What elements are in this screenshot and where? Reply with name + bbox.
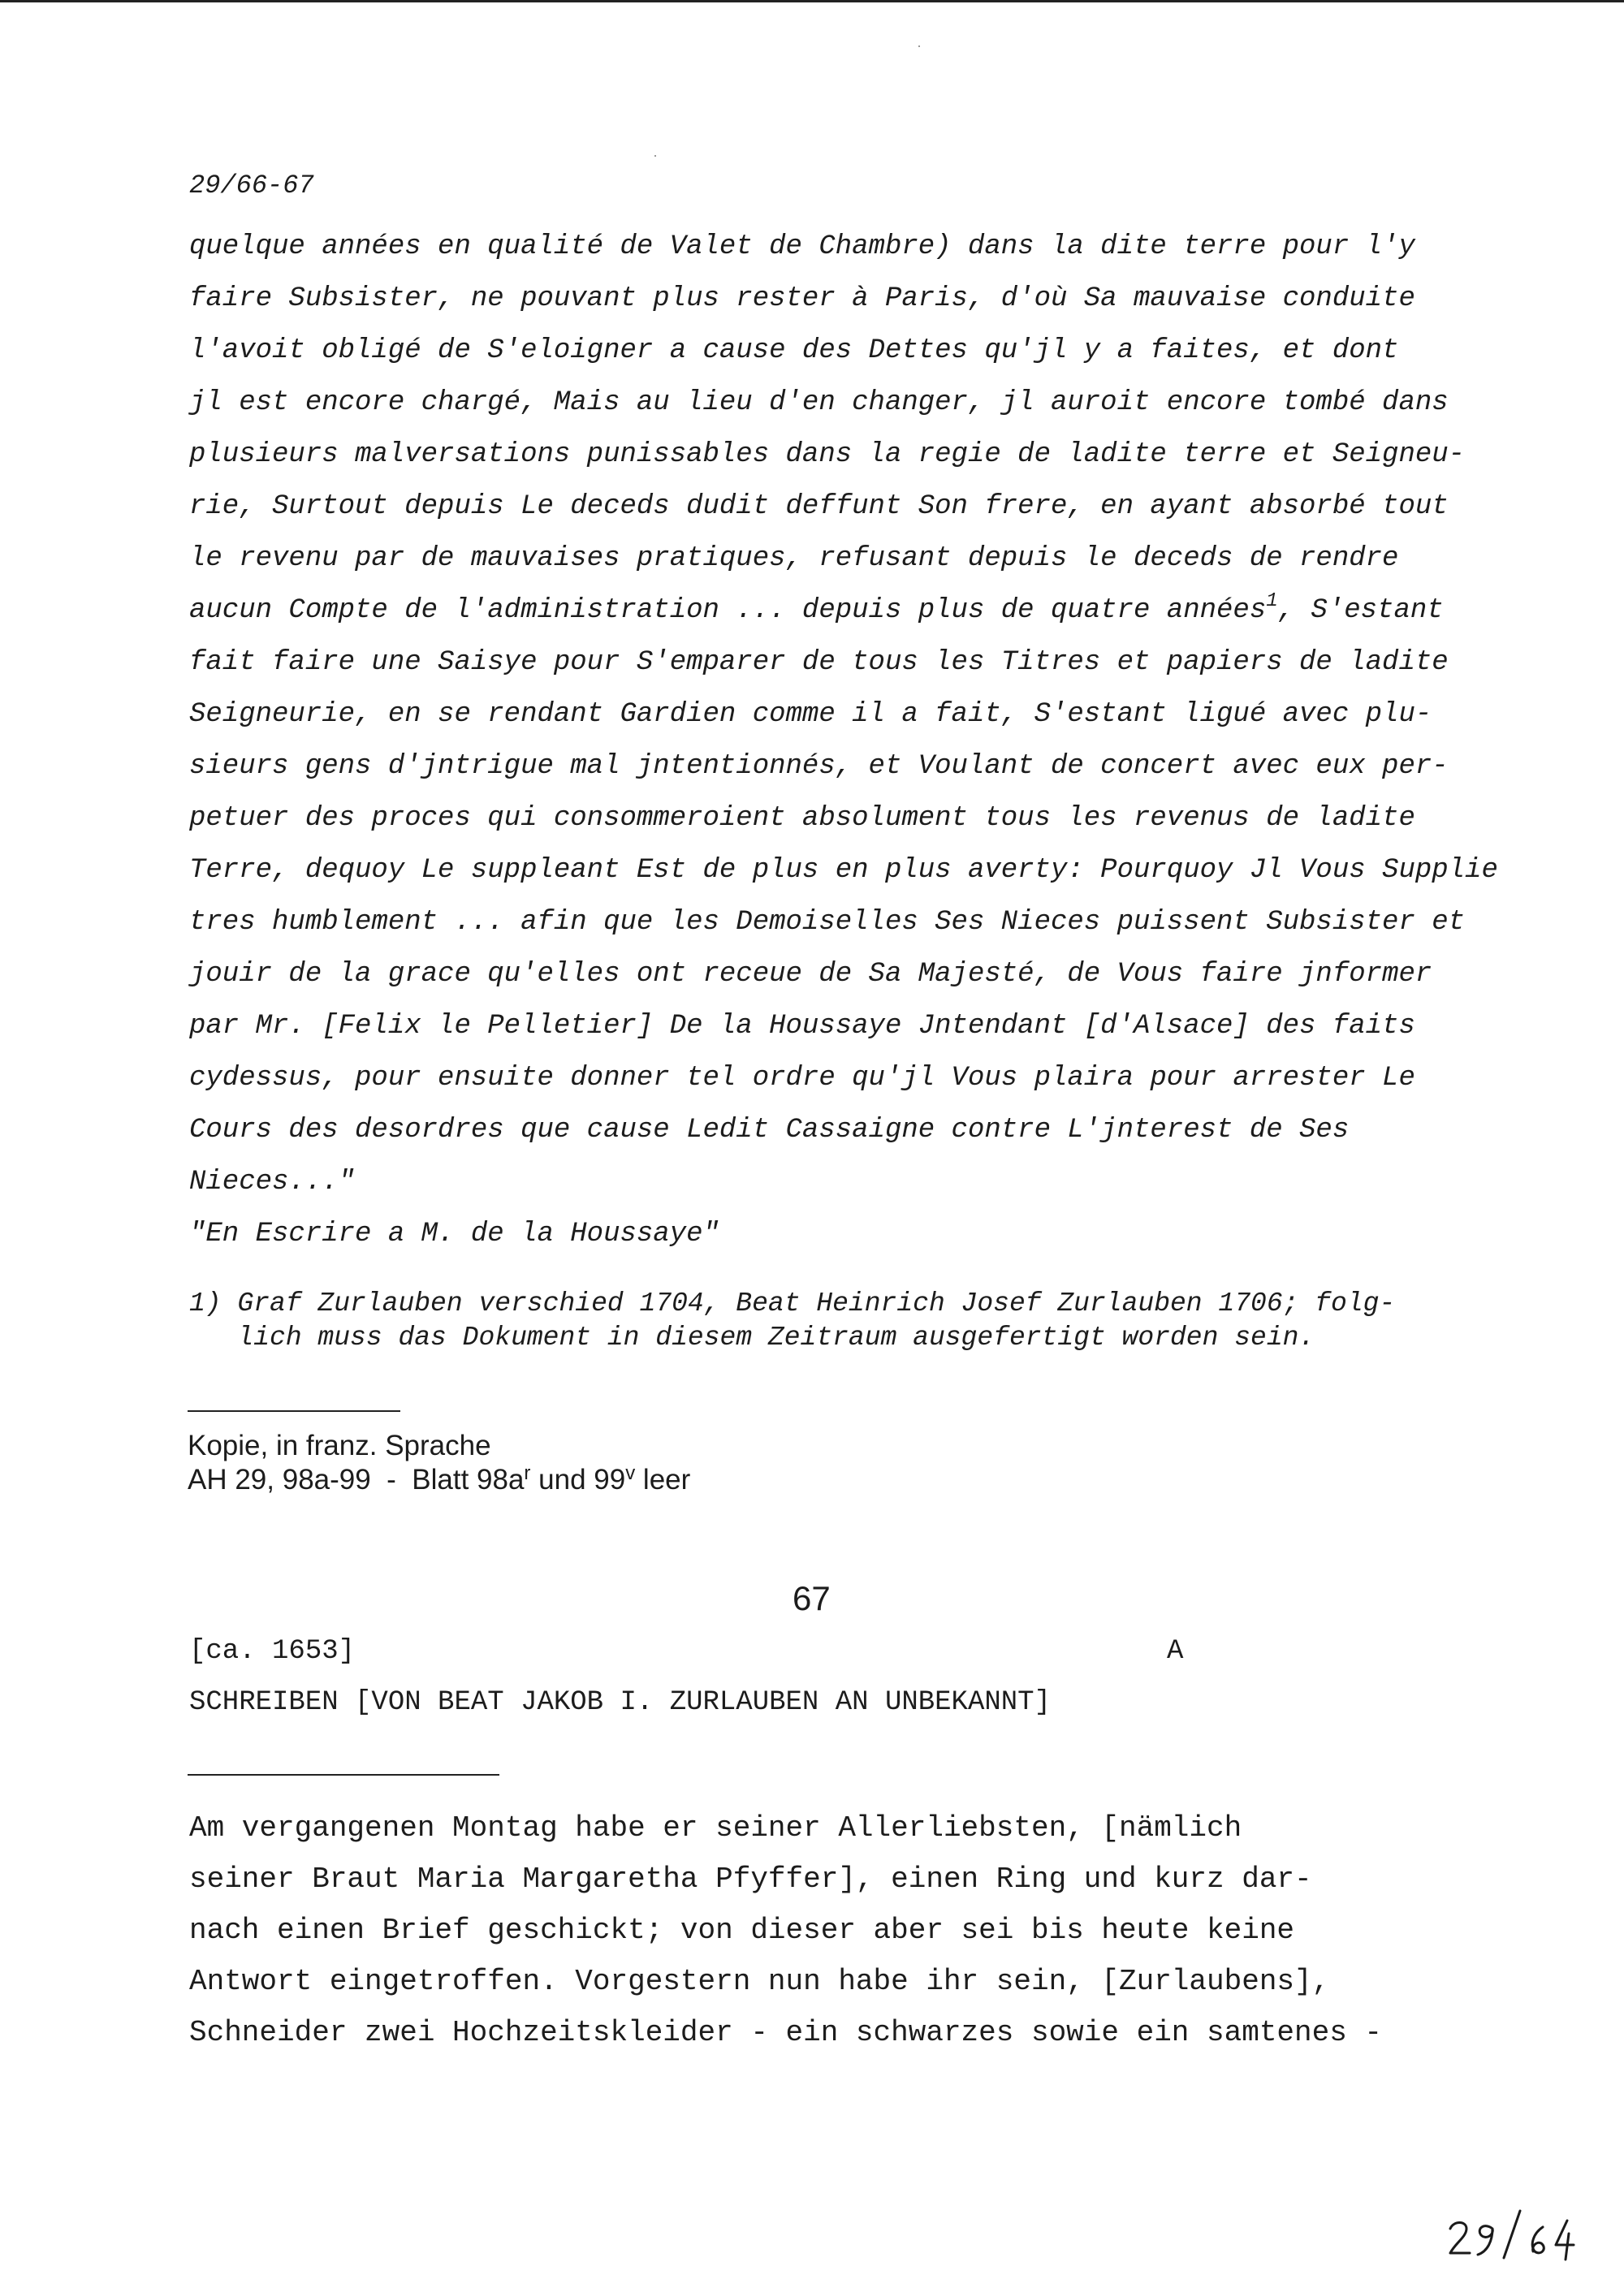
entry-date: [ca. 1653] (189, 1636, 356, 1667)
shelfmark-text: und 99 (530, 1464, 626, 1496)
separator-rule (188, 1410, 400, 1412)
text-line: Cours des desordres que cause Ledit Cassaigne contre L'jnterest de Ses (189, 1115, 1350, 1146)
text-line-with-note (189, 585, 1537, 637)
text-line: sieurs gens d'jntrigue mal jntentionnés, et Voulant de concert avec eux per- (189, 751, 1449, 782)
text-line: Terre, dequoy Le suppleant Est de plus en plus averty: Pourquoy Jl Vous Supplie (189, 855, 1498, 886)
text-line: tres humblement ... afin que les Demoiselles Ses Nieces puissent Subsister et (189, 907, 1466, 938)
source-note (188, 1429, 690, 1497)
entry-number: 67 (793, 1579, 831, 1617)
shelfmark-line (188, 1463, 690, 1497)
text-line: jl est encore chargé, Mais au lieu d'en changer, jl auroit encore tombé dans (189, 387, 1449, 418)
scan-speck (918, 45, 920, 47)
text-line: par Mr. [Felix le Pelletier] De la Houssaye Jntendant [d'Alsace] des faits (189, 1011, 1415, 1042)
entry-title: SCHREIBEN [VON BEAT JAKOB I. ZURLAUBEN AN UNBEKANNT] (189, 1687, 1051, 1718)
summary-line: nach einen Brief geschickt; von dieser aber sei bis heute keine (189, 1914, 1295, 1947)
text-line: l'avoit obligé de S'eloigner a cause des Dettes qu'jl y a faites, et dont (189, 335, 1399, 366)
footnote-line: 1) Graf Zurlauben verschied 1704, Beat Heinrich Josef Zurlauben 1706; folg- (189, 1288, 1396, 1319)
text-segment: , S'estant (1277, 595, 1444, 626)
copy-note: Kopie, in franz. Sprache (188, 1430, 491, 1461)
text-line: petuer des proces qui consommeroient absolument tous les revenus de ladite (189, 803, 1415, 834)
text-line: jouir de la grace qu'elles ont receue de Sa Majesté, de Vous faire jnformer (189, 959, 1432, 990)
handwritten-page-number (1445, 2196, 1575, 2261)
entry-summary (189, 1802, 1570, 2058)
text-line: faire Subsister, ne pouvant plus rester à Paris, d'où Sa mauvaise conduite (189, 283, 1415, 314)
text-segment: aucun Compte de l'administration ... depuis plus de quatre années (189, 595, 1267, 626)
text-line: rie, Surtout depuis Le deceds dudit deffunt Son frere, en ayant absorbé tout (189, 491, 1449, 522)
text-line: cydessus, pour ensuite donner tel ordre qu'jl Vous plaira pour arrester Le (189, 1063, 1415, 1094)
summary-line: Am vergangenen Montag habe er seiner Allerliebsten, [nämlich (189, 1811, 1242, 1845)
separator-rule (188, 1774, 499, 1776)
text-line: fait faire une Saisye pour S'emparer de tous les Titres et papiers de ladite (189, 647, 1449, 678)
shelfmark-text: AH 29, 98a-99 - Blatt 98a (188, 1464, 525, 1496)
summary-line: Antwort eingetroffen. Vorgestern nun habe ihr sein, [Zurlaubens], (189, 1965, 1330, 1998)
transcription-body (189, 221, 1537, 1260)
text-line: "En Escrire a M. de la Houssaye" (189, 1219, 719, 1250)
text-line: le revenu par de mauvaises pratiques, refusant depuis le deceds de rendre (189, 543, 1399, 574)
verso-mark: v (625, 1462, 636, 1484)
text-line: quelque années en qualité de Valet de Chambre) dans la dite terre pour l'y (189, 231, 1415, 262)
text-line: plusieurs malversations punissables dans la regie de ladite terre et Seigneu- (189, 439, 1466, 470)
text-line: Seigneurie, en se rendant Gardien comme il a fait, S'estant ligué avec plu- (189, 699, 1432, 730)
footnote-reference: 1 (1266, 590, 1278, 612)
scan-speck (654, 155, 656, 157)
recto-mark: r (524, 1462, 531, 1484)
text-line: Nieces..." (189, 1167, 356, 1198)
footnote-line: lich muss das Dokument in diesem Zeitraum ausgefertigt worden sein. (189, 1323, 1315, 1353)
page-top-edge (0, 0, 1624, 2)
archive-reference: 29/66-67 (189, 170, 314, 201)
entry-classification: A (1167, 1636, 1184, 1667)
summary-line: Schneider zwei Hochzeitskleider - ein schwarzes sowie ein samtenes - (189, 2016, 1383, 2049)
shelfmark-text: leer (635, 1464, 691, 1496)
footnote (189, 1287, 1537, 1355)
summary-line: seiner Braut Maria Margaretha Pfyffer], einen Ring und kurz dar- (189, 1863, 1312, 1896)
